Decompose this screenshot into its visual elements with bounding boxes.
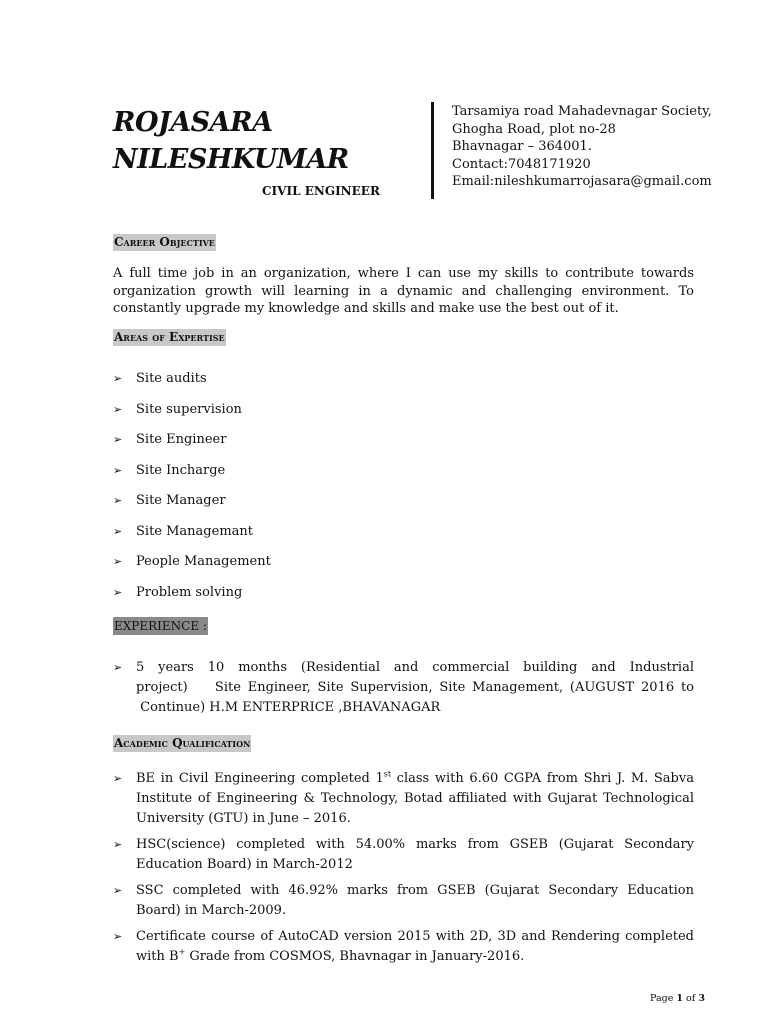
arrowhead-bullet-icon: ➢ bbox=[113, 555, 123, 568]
current-page: 1 bbox=[676, 993, 683, 1004]
list-item bbox=[113, 547, 694, 578]
job-title: CIVIL ENGINEER bbox=[262, 184, 380, 198]
name-line-1: ROJASARA bbox=[113, 107, 273, 138]
ordinal-suffix: st bbox=[383, 769, 392, 779]
qualification-autocad-text-1: Certificate course of AutoCAD version 2015 with 2D, 3D and Rendering completed with B bbox=[136, 929, 694, 964]
address-line-1: Tarsamiya road Mahadevnagar Society, bbox=[452, 104, 712, 119]
experience-heading: EXPERIENCE : bbox=[114, 619, 207, 633]
arrowhead-bullet-icon: ➢ bbox=[113, 884, 123, 897]
grade-suffix: + bbox=[178, 947, 186, 957]
page-number bbox=[650, 993, 705, 1004]
arrowhead-bullet-icon: ➢ bbox=[113, 585, 123, 599]
candidate-name bbox=[113, 104, 349, 178]
list-item bbox=[113, 835, 694, 875]
academic-list bbox=[113, 769, 694, 973]
name-line-2: NILESHKUMAR bbox=[113, 144, 349, 175]
academic-qualification-heading bbox=[113, 735, 251, 752]
list-item bbox=[113, 486, 694, 517]
arrowhead-bullet-icon: ➢ bbox=[113, 494, 123, 507]
arrowhead-bullet-icon: ➢ bbox=[113, 661, 123, 674]
list-item bbox=[113, 364, 694, 395]
list-item-text: Site Managemant bbox=[136, 523, 253, 539]
list-item bbox=[113, 881, 694, 921]
page-word: Page bbox=[650, 993, 674, 1004]
list-item bbox=[113, 658, 694, 718]
career-objective-text: A full time job in an organization, where I can use my skills to contribute towards organization growth will learning in a dynamic and challenging environment. To constantly upgrade my knowledge and skills and make use the best out of it. bbox=[113, 266, 694, 316]
experience-list bbox=[113, 658, 694, 718]
arrowhead-bullet-icon: ➢ bbox=[113, 372, 123, 385]
list-item-text: Site supervision bbox=[136, 401, 242, 417]
contact-email: Email:nileshkumarrojasara@gmail.com bbox=[452, 174, 712, 189]
arrowhead-bullet-icon: ➢ bbox=[113, 463, 123, 477]
list-item bbox=[113, 927, 694, 967]
qualification-be bbox=[136, 771, 694, 826]
list-item-text: Site Engineer bbox=[136, 432, 227, 447]
qualification-hsc: HSC(science) completed with 54.00% marks from GSEB (Gujarat Secondary Education Board) in March-2012 bbox=[136, 837, 694, 872]
list-item-text: Site audits bbox=[136, 371, 207, 386]
qualification-be-text-2: class with 6.60 CGPA from Shri J. M. Sabva Institute of Engineering & Technology, Botad affiliated with Gujarat Technological University (GTU) in June – 2016. bbox=[136, 771, 694, 826]
total-pages: 3 bbox=[698, 993, 705, 1004]
arrowhead-bullet-icon: ➢ bbox=[113, 930, 123, 943]
qualification-be-text-1: BE in Civil Engineering completed 1 bbox=[136, 771, 384, 786]
header-divider bbox=[431, 102, 434, 199]
list-item bbox=[113, 517, 694, 548]
academic-qualification-heading-text: Academic Qualification bbox=[114, 736, 251, 750]
contact-phone: Contact:7048171920 bbox=[452, 156, 591, 172]
qualification-autocad bbox=[136, 929, 694, 964]
list-item-text: People Management bbox=[136, 554, 271, 569]
list-item-text: Problem solving bbox=[136, 584, 243, 600]
qualification-ssc: SSC completed with 46.92% marks from GSEB (Gujarat Secondary Education Board) in March-2009. bbox=[136, 883, 694, 918]
areas-of-expertise-heading bbox=[113, 329, 226, 346]
qualification-autocad-text-2: Grade from COSMOS, Bhavnagar in January-2016. bbox=[185, 949, 525, 964]
list-item-text: Site Manager bbox=[136, 493, 226, 508]
list-item bbox=[113, 425, 694, 456]
list-item bbox=[113, 395, 694, 426]
arrowhead-bullet-icon: ➢ bbox=[113, 772, 123, 785]
list-item bbox=[113, 769, 694, 829]
experience-entry: 5 years 10 months (Residential and commercial building and Industrial project) Site Engineer, Site Supervision, Site Management, (AUGUST 2016 to Continue) H.M ENTERPRICE ,BHAVANAGAR bbox=[136, 660, 694, 715]
arrowhead-bullet-icon: ➢ bbox=[113, 402, 123, 416]
expertise-list bbox=[113, 364, 694, 608]
address-line-2: Ghogha Road, plot no-28 bbox=[452, 121, 616, 137]
career-objective-heading-text: Career Objective bbox=[114, 235, 215, 249]
list-item-text: Site Incharge bbox=[136, 462, 226, 478]
address-line-3: Bhavnagar – 364001. bbox=[452, 139, 592, 154]
arrowhead-bullet-icon: ➢ bbox=[113, 524, 123, 538]
arrowhead-bullet-icon: ➢ bbox=[113, 433, 123, 446]
areas-of-expertise-heading-text: Areas of Expertise bbox=[114, 330, 225, 344]
contact-block bbox=[452, 103, 712, 191]
list-item bbox=[113, 578, 694, 609]
career-objective-heading bbox=[113, 234, 216, 251]
arrowhead-bullet-icon: ➢ bbox=[113, 838, 123, 851]
of-word: of bbox=[686, 993, 696, 1004]
list-item bbox=[113, 456, 694, 487]
